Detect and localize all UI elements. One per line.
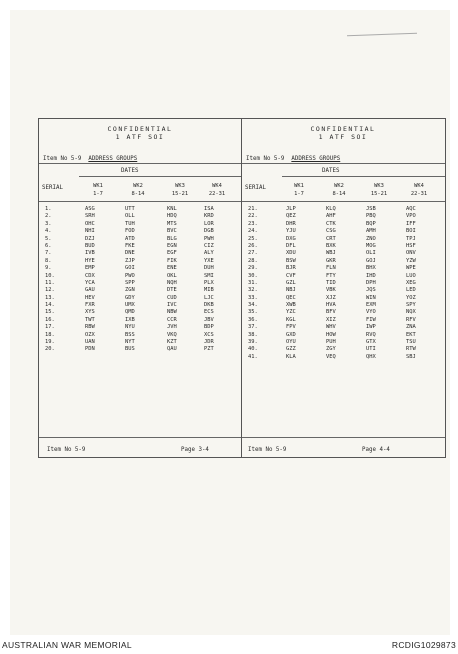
item-heading xyxy=(43,156,137,162)
address-code: BUD xyxy=(85,242,95,249)
address-code: PWH xyxy=(204,235,214,242)
table-row xyxy=(242,228,444,235)
address-code: DUH xyxy=(204,265,214,272)
address-code: YXE xyxy=(204,257,214,264)
table-row xyxy=(39,206,241,213)
serial-number: 10. xyxy=(45,272,55,279)
table-row xyxy=(242,280,444,287)
serial-number: 30. xyxy=(248,272,258,279)
table-row xyxy=(39,302,241,309)
table-row xyxy=(242,206,444,213)
table-row xyxy=(39,243,241,250)
address-code: XYS xyxy=(85,309,95,316)
address-code: RBW xyxy=(85,324,95,331)
table-row xyxy=(242,324,444,331)
address-code: VBK xyxy=(326,287,336,294)
address-code: NQH xyxy=(167,279,177,286)
address-code: BDP xyxy=(204,324,214,331)
address-code: RVQ xyxy=(366,331,376,338)
address-code: NYT xyxy=(125,339,135,346)
address-code: GOJ xyxy=(366,257,376,264)
serial-number: 6. xyxy=(45,242,52,249)
address-code: ZGY xyxy=(326,346,336,353)
address-code: GKR xyxy=(326,257,336,264)
serial-number: 29. xyxy=(248,265,258,272)
address-code: PUH xyxy=(326,339,336,346)
address-code: SPP xyxy=(125,279,135,286)
table-row xyxy=(242,332,444,339)
address-code: GTX xyxy=(366,339,376,346)
address-code: OKL xyxy=(167,272,177,279)
footer-page: Page 3-4 xyxy=(181,447,209,453)
archive-id: RCDIG1029873 xyxy=(391,640,456,650)
address-code: JLP xyxy=(286,206,296,212)
address-code: SMI xyxy=(204,272,214,279)
serial-number: 21. xyxy=(248,206,258,212)
serial-number: 1. xyxy=(45,206,52,212)
serial-number: 39. xyxy=(248,339,258,346)
address-code: YZW xyxy=(406,257,416,264)
address-code: FOD xyxy=(125,228,135,235)
table-row xyxy=(39,265,241,272)
address-code: HVA xyxy=(326,302,336,309)
table-row xyxy=(242,221,444,228)
address-code: FXR xyxy=(85,302,95,309)
address-code: DHR xyxy=(286,220,296,227)
address-code: HYE xyxy=(85,257,95,264)
footer-item: Item No 5-9 xyxy=(47,447,86,453)
section-heading: ADDRESS GROUPS xyxy=(88,156,138,162)
address-code: EMP xyxy=(85,265,95,272)
address-code: GDY xyxy=(125,294,135,301)
table-row xyxy=(39,280,241,287)
address-code: IWP xyxy=(366,324,376,331)
address-code: ISA xyxy=(204,206,214,212)
serial-number: 3. xyxy=(45,220,52,227)
address-code: GZL xyxy=(286,279,296,286)
address-code: YZC xyxy=(286,309,296,316)
address-code: AMH xyxy=(366,228,376,235)
address-code: DXG xyxy=(286,235,296,242)
serial-header: SERIAL xyxy=(245,185,266,191)
serial-number: 12. xyxy=(45,287,55,294)
address-code: OHC xyxy=(85,220,95,227)
section-heading: ADDRESS GROUPS xyxy=(291,156,341,162)
address-code: XJZ xyxy=(326,294,336,301)
table-row xyxy=(242,287,444,294)
address-code: XDU xyxy=(286,250,296,257)
address-code: CRT xyxy=(326,235,336,242)
item-number: Item No 5-9 xyxy=(246,156,285,162)
address-code: HOW xyxy=(326,331,336,338)
table-row xyxy=(39,309,241,316)
table-row xyxy=(242,354,444,361)
serial-number: 18. xyxy=(45,331,55,338)
address-code: NBW xyxy=(167,309,177,316)
address-code: OYU xyxy=(286,339,296,346)
address-code: RTW xyxy=(406,346,416,353)
address-code: KGL xyxy=(286,316,296,323)
address-code: AHF xyxy=(326,213,336,220)
table-row xyxy=(39,346,241,353)
address-code: ECS xyxy=(204,309,214,316)
table-row xyxy=(39,258,241,265)
address-code: XWB xyxy=(286,302,296,309)
address-code: TSU xyxy=(406,339,416,346)
address-code: BSS xyxy=(125,331,135,338)
address-code: KLQ xyxy=(326,206,336,212)
address-code: MOG xyxy=(366,242,376,249)
address-code: BJR xyxy=(286,265,296,272)
document-id: 1 ATF SOI xyxy=(115,133,165,141)
serial-number: 34. xyxy=(248,302,258,309)
address-code: KRD xyxy=(204,213,214,220)
footer-page: Page 4-4 xyxy=(362,447,390,453)
address-code: ZNA xyxy=(406,324,416,331)
code-rows xyxy=(39,206,241,354)
address-code: UTI xyxy=(366,346,376,353)
address-code: DNE xyxy=(125,250,135,257)
address-code: ZJP xyxy=(125,257,135,264)
serial-number: 28. xyxy=(248,257,258,264)
dates-label: DATES xyxy=(121,168,139,174)
address-code: GXD xyxy=(286,331,296,338)
serial-number: 20. xyxy=(45,346,55,353)
address-code: JDR xyxy=(204,339,214,346)
address-code: UMX xyxy=(125,302,135,309)
week-4-header: WK4 22-31 xyxy=(208,183,226,197)
serial-number: 24. xyxy=(248,228,258,235)
table-row xyxy=(242,302,444,309)
address-code: XEG xyxy=(406,279,416,286)
table-row xyxy=(39,213,241,220)
table-row xyxy=(242,346,444,353)
address-code: HDQ xyxy=(167,213,177,220)
address-code: FIK xyxy=(167,257,177,264)
table-row xyxy=(242,236,444,243)
address-code: ONV xyxy=(406,250,416,257)
address-code: PBQ xyxy=(366,213,376,220)
classification-header: CONFIDENTIAL xyxy=(310,125,376,133)
address-code: BOI xyxy=(406,228,416,235)
address-code: RFV xyxy=(406,316,416,323)
address-code: PZT xyxy=(204,346,214,353)
rule xyxy=(79,176,241,177)
address-code: EKT xyxy=(406,331,416,338)
rule xyxy=(242,437,445,438)
serial-number: 31. xyxy=(248,279,258,286)
address-code: IXB xyxy=(125,316,135,323)
address-code: EGF xyxy=(167,250,177,257)
address-code: QMD xyxy=(125,309,135,316)
document-id: 1 ATF SOI xyxy=(318,133,368,141)
archive-caption: AUSTRALIAN WAR MEMORIAL xyxy=(2,640,132,650)
address-code: IHD xyxy=(366,272,376,279)
address-code: NHI xyxy=(85,228,95,235)
address-code: CDX xyxy=(85,272,95,279)
address-code: VYO xyxy=(366,309,376,316)
serial-number: 7. xyxy=(45,250,52,257)
address-code: BUS xyxy=(125,346,135,353)
address-code: KZT xyxy=(167,339,177,346)
serial-number: 15. xyxy=(45,309,55,316)
address-code: NBJ xyxy=(286,287,296,294)
address-code: VPO xyxy=(406,213,416,220)
address-code: CIZ xyxy=(204,242,214,249)
address-code: ZNO xyxy=(366,235,376,242)
address-code: DKB xyxy=(204,302,214,309)
table-row xyxy=(242,243,444,250)
address-code: JSB xyxy=(366,206,376,212)
address-code: TID xyxy=(326,279,336,286)
week-3-header: WK3 15-21 xyxy=(171,183,189,197)
serial-number: 26. xyxy=(248,242,258,249)
table-row xyxy=(39,221,241,228)
footer-item: Item No 5-9 xyxy=(248,447,287,453)
address-code: TWT xyxy=(85,316,95,323)
address-code: JQS xyxy=(366,287,376,294)
right-page xyxy=(242,119,444,457)
address-code: NQX xyxy=(406,309,416,316)
address-code: MTS xyxy=(167,220,177,227)
address-code: GAU xyxy=(85,287,95,294)
week-4-header: WK4 22-31 xyxy=(410,183,428,197)
address-code: DTE xyxy=(167,287,177,294)
serial-number: 37. xyxy=(248,324,258,331)
serial-number: 4. xyxy=(45,228,52,235)
address-code: ATD xyxy=(125,235,135,242)
address-code: LUO xyxy=(406,272,416,279)
address-code: EGN xyxy=(167,242,177,249)
week-2-header: WK2 8-14 xyxy=(131,183,145,197)
serial-number: 17. xyxy=(45,324,55,331)
address-code: DGB xyxy=(204,228,214,235)
serial-number: 40. xyxy=(248,346,258,353)
address-code: JBV xyxy=(204,316,214,323)
address-code: JVH xyxy=(167,324,177,331)
address-code: TUH xyxy=(125,220,135,227)
address-code: XIZ xyxy=(326,316,336,323)
serial-number: 13. xyxy=(45,294,55,301)
address-code: SBJ xyxy=(406,353,416,360)
address-code: GZZ xyxy=(286,346,296,353)
dates-label: DATES xyxy=(322,168,340,174)
address-code: ENE xyxy=(167,265,177,272)
address-code: DZJ xyxy=(85,235,95,242)
week-2-header: WK2 8-14 xyxy=(332,183,346,197)
address-code: VEQ xyxy=(326,353,336,360)
address-code: DPH xyxy=(366,279,376,286)
address-code: DFL xyxy=(286,242,296,249)
address-code: QEZ xyxy=(286,213,296,220)
serial-number: 33. xyxy=(248,294,258,301)
table-row xyxy=(242,317,444,324)
address-code: CCR xyxy=(167,316,177,323)
table-row xyxy=(242,265,444,272)
address-code: PDN xyxy=(85,346,95,353)
table-row xyxy=(242,250,444,257)
table-row xyxy=(242,273,444,280)
serial-number: 38. xyxy=(248,331,258,338)
address-code: FIW xyxy=(366,316,376,323)
serial-number: 9. xyxy=(45,265,52,272)
week-3-header: WK3 15-21 xyxy=(370,183,388,197)
item-heading xyxy=(246,156,340,162)
table-row xyxy=(39,324,241,331)
address-code: PWO xyxy=(125,272,135,279)
address-code: BQP xyxy=(366,220,376,227)
rule xyxy=(39,201,241,202)
serial-number: 11. xyxy=(45,279,55,286)
address-code: FTY xyxy=(326,272,336,279)
address-code: MIB xyxy=(204,287,214,294)
address-code: WHV xyxy=(326,324,336,331)
table-row xyxy=(242,339,444,346)
serial-number: 22. xyxy=(248,213,258,220)
serial-number: 5. xyxy=(45,235,52,242)
serial-number: 25. xyxy=(248,235,258,242)
address-code: QHX xyxy=(366,353,376,360)
address-code: FKE xyxy=(125,242,135,249)
table-row xyxy=(242,309,444,316)
rule xyxy=(282,176,445,177)
serial-header: SERIAL xyxy=(42,185,63,191)
table-row xyxy=(39,332,241,339)
address-code: ALY xyxy=(204,250,214,257)
address-code: KNL xyxy=(167,206,177,212)
address-code: UAN xyxy=(85,339,95,346)
address-code: QAU xyxy=(167,346,177,353)
address-code: CTK xyxy=(326,220,336,227)
serial-number: 36. xyxy=(248,316,258,323)
serial-number: 14. xyxy=(45,302,55,309)
address-code: QEC xyxy=(286,294,296,301)
address-code: HSF xyxy=(406,242,416,249)
address-code: KLA xyxy=(286,353,296,360)
address-code: NYU xyxy=(125,324,135,331)
address-code: BLG xyxy=(167,235,177,242)
serial-number: 41. xyxy=(248,353,258,360)
address-code: ZGN xyxy=(125,287,135,294)
table-row xyxy=(39,295,241,302)
address-code: CUD xyxy=(167,294,177,301)
address-code: TPJ xyxy=(406,235,416,242)
address-code: SRH xyxy=(85,213,95,220)
address-code: XCS xyxy=(204,331,214,338)
address-code: UTT xyxy=(125,206,135,212)
table-row xyxy=(242,295,444,302)
serial-number: 8. xyxy=(45,257,52,264)
table-row xyxy=(39,228,241,235)
address-code: BVC xyxy=(167,228,177,235)
address-code: CVF xyxy=(286,272,296,279)
address-code: AQC xyxy=(406,206,416,212)
left-page xyxy=(39,119,241,457)
table-row xyxy=(39,250,241,257)
address-code: SPY xyxy=(406,302,416,309)
address-code: YJU xyxy=(286,228,296,235)
week-1-header: WK1 1-7 xyxy=(93,183,103,197)
address-code: OLL xyxy=(125,213,135,220)
table-row xyxy=(39,317,241,324)
address-code: WBJ xyxy=(326,250,336,257)
address-code: OZX xyxy=(85,331,95,338)
table-row xyxy=(39,339,241,346)
table-row xyxy=(242,213,444,220)
address-code: BFV xyxy=(326,309,336,316)
address-code: BXK xyxy=(326,242,336,249)
address-code: IVB xyxy=(85,250,95,257)
rule xyxy=(39,437,241,438)
address-code: HEV xyxy=(85,294,95,301)
address-code: YCA xyxy=(85,279,95,286)
address-code: PLX xyxy=(204,279,214,286)
address-code: FLN xyxy=(326,265,336,272)
address-code: BHX xyxy=(366,265,376,272)
serial-number: 27. xyxy=(248,250,258,257)
address-code: WPE xyxy=(406,265,416,272)
classification-header: CONFIDENTIAL xyxy=(107,125,173,133)
serial-number: 2. xyxy=(45,213,52,220)
address-code: ASG xyxy=(85,206,95,212)
address-code: OLI xyxy=(366,250,376,257)
rule xyxy=(242,163,445,164)
serial-number: 19. xyxy=(45,339,55,346)
serial-number: 23. xyxy=(248,220,258,227)
address-code: YOZ xyxy=(406,294,416,301)
serial-number: 16. xyxy=(45,316,55,323)
address-code: IFF xyxy=(406,220,416,227)
address-code: CSG xyxy=(326,228,336,235)
address-code: IVC xyxy=(167,302,177,309)
address-code: LOR xyxy=(204,220,214,227)
address-code: WIN xyxy=(366,294,376,301)
address-code: VKQ xyxy=(167,331,177,338)
serial-number: 35. xyxy=(248,309,258,316)
address-code: LED xyxy=(406,287,416,294)
code-table-document xyxy=(38,118,446,458)
address-code: BSW xyxy=(286,257,296,264)
serial-number: 32. xyxy=(248,287,258,294)
item-number: Item No 5-9 xyxy=(43,156,82,162)
rule xyxy=(242,201,445,202)
address-code: EXM xyxy=(366,302,376,309)
code-rows xyxy=(242,206,444,361)
address-code: LJC xyxy=(204,294,214,301)
table-row xyxy=(39,236,241,243)
address-code: FPV xyxy=(286,324,296,331)
table-row xyxy=(39,287,241,294)
address-code: GOI xyxy=(125,265,135,272)
table-row xyxy=(242,258,444,265)
table-row xyxy=(39,273,241,280)
rule xyxy=(39,163,241,164)
week-1-header: WK1 1-7 xyxy=(294,183,304,197)
